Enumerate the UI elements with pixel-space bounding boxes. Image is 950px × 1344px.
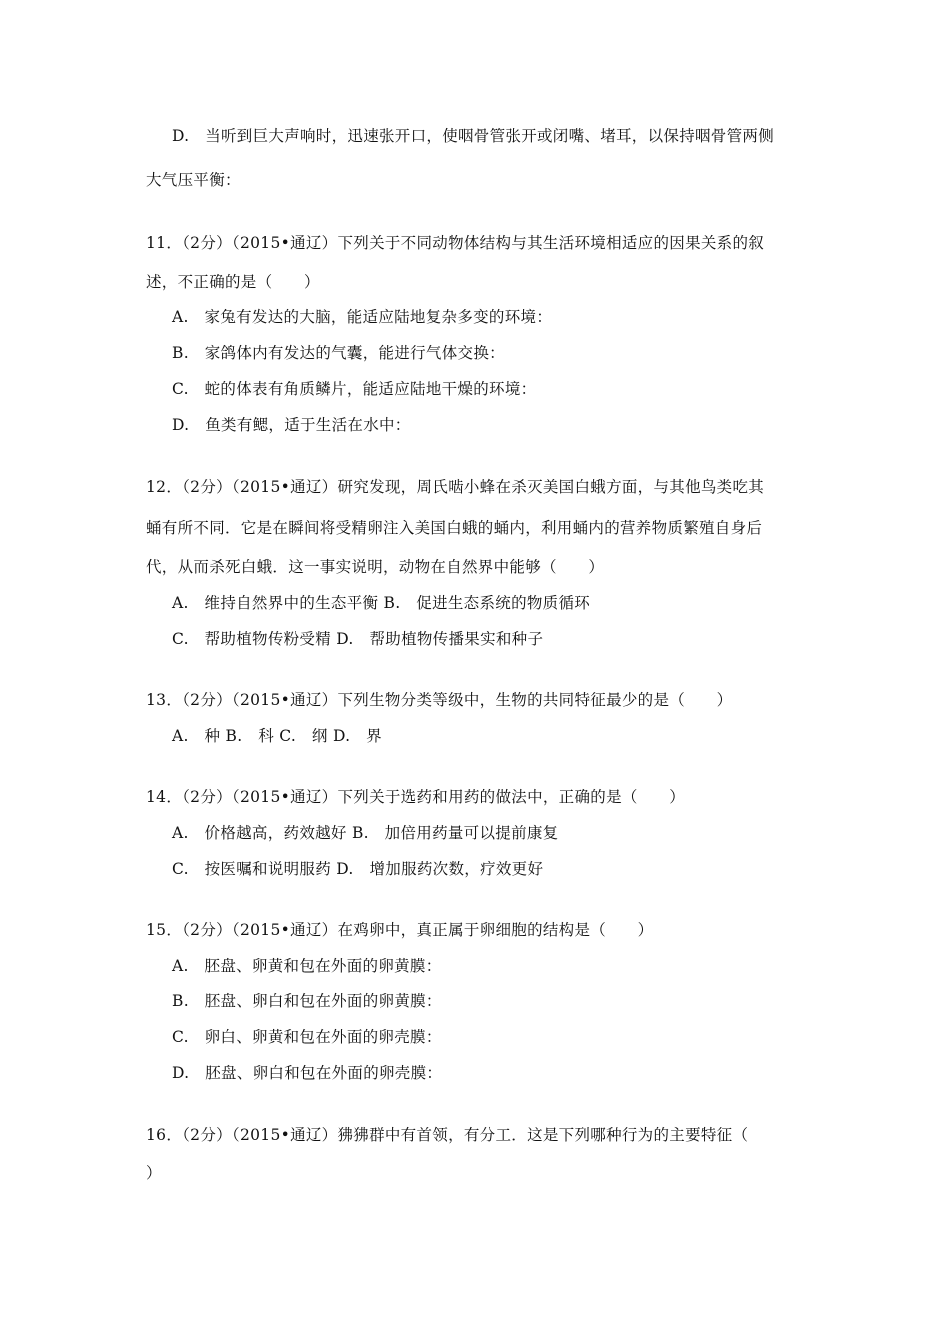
q11-option-b: B. 家鸽体内有发达的气囊，能进行气体交换：	[172, 344, 505, 362]
q10-option-d-line2: 大气压平衡：	[146, 171, 241, 189]
q12-stem-line2: 蛹有所不同．它是在瞬间将受精卵注入美国白蛾的蛹内，利用蛹内的营养物质繁殖自身后	[146, 519, 763, 537]
q15-option-c: C. 卵白、卵黄和包在外面的卵壳膜：	[172, 1028, 442, 1046]
q16-stem-line1: 16．（2分）（2015•通辽）狒狒群中有首领，有分工．这是下列哪种行为的主要特征（	[146, 1126, 749, 1144]
q14-stem-line1: 14．（2分）（2015•通辽）下列关于选药和用药的做法中，正确的是（ ）	[146, 788, 686, 806]
q15-stem-line1: 15．（2分）（2015•通辽）在鸡卵中，真正属于卵细胞的结构是（ ）	[146, 921, 654, 939]
q12-option-c-d: C. 帮助植物传粉受精 D. 帮助植物传播果实和种子	[172, 630, 544, 648]
q14-option-a-b: A. 价格越高，药效越好 B. 加倍用药量可以提前康复	[172, 824, 559, 842]
q15-option-a: A. 胚盘、卵黄和包在外面的卵黄膜：	[172, 957, 442, 975]
q11-option-a: A. 家兔有发达的大脑，能适应陆地复杂多变的环境：	[172, 308, 553, 326]
q10-option-d-line1: D. 当听到巨大声响时，迅速张开口，使咽骨管张开或闭嘴、堵耳，以保持咽骨管两侧	[172, 127, 775, 145]
q13-options: A. 种 B. 科 C. 纲 D. 界	[172, 727, 382, 745]
q15-option-b: B. 胚盘、卵白和包在外面的卵黄膜：	[172, 992, 442, 1010]
q11-stem-line1: 11．（2分）（2015•通辽）下列关于不同动物体结构与其生活环境相适应的因果关系的叙	[146, 234, 765, 252]
q12-option-a-b: A. 维持自然界中的生态平衡 B. 促进生态系统的物质循环	[172, 594, 591, 612]
q11-stem-line2: 述，不正确的是（ ）	[146, 273, 320, 291]
q16-stem-line2: ）	[146, 1164, 162, 1182]
q13-stem-line1: 13．（2分）（2015•通辽）下列生物分类等级中，生物的共同特征最少的是（ ）	[146, 691, 733, 709]
q11-option-d: D. 鱼类有鳃，适于生活在水中：	[172, 416, 411, 434]
q12-stem-line1: 12．（2分）（2015•通辽）研究发现，周氏啮小蜂在杀灭美国白蛾方面，与其他鸟类吃其	[146, 478, 765, 496]
q12-stem-line3: 代，从而杀死白蛾．这一事实说明，动物在自然界中能够（ ）	[146, 558, 605, 576]
q14-option-c-d: C. 按医嘱和说明服药 D. 增加服药次数，疗效更好	[172, 860, 544, 878]
q11-option-c: C. 蛇的体表有角质鳞片，能适应陆地干燥的环境：	[172, 380, 537, 398]
q15-option-d: D. 胚盘、卵白和包在外面的卵壳膜：	[172, 1064, 443, 1082]
